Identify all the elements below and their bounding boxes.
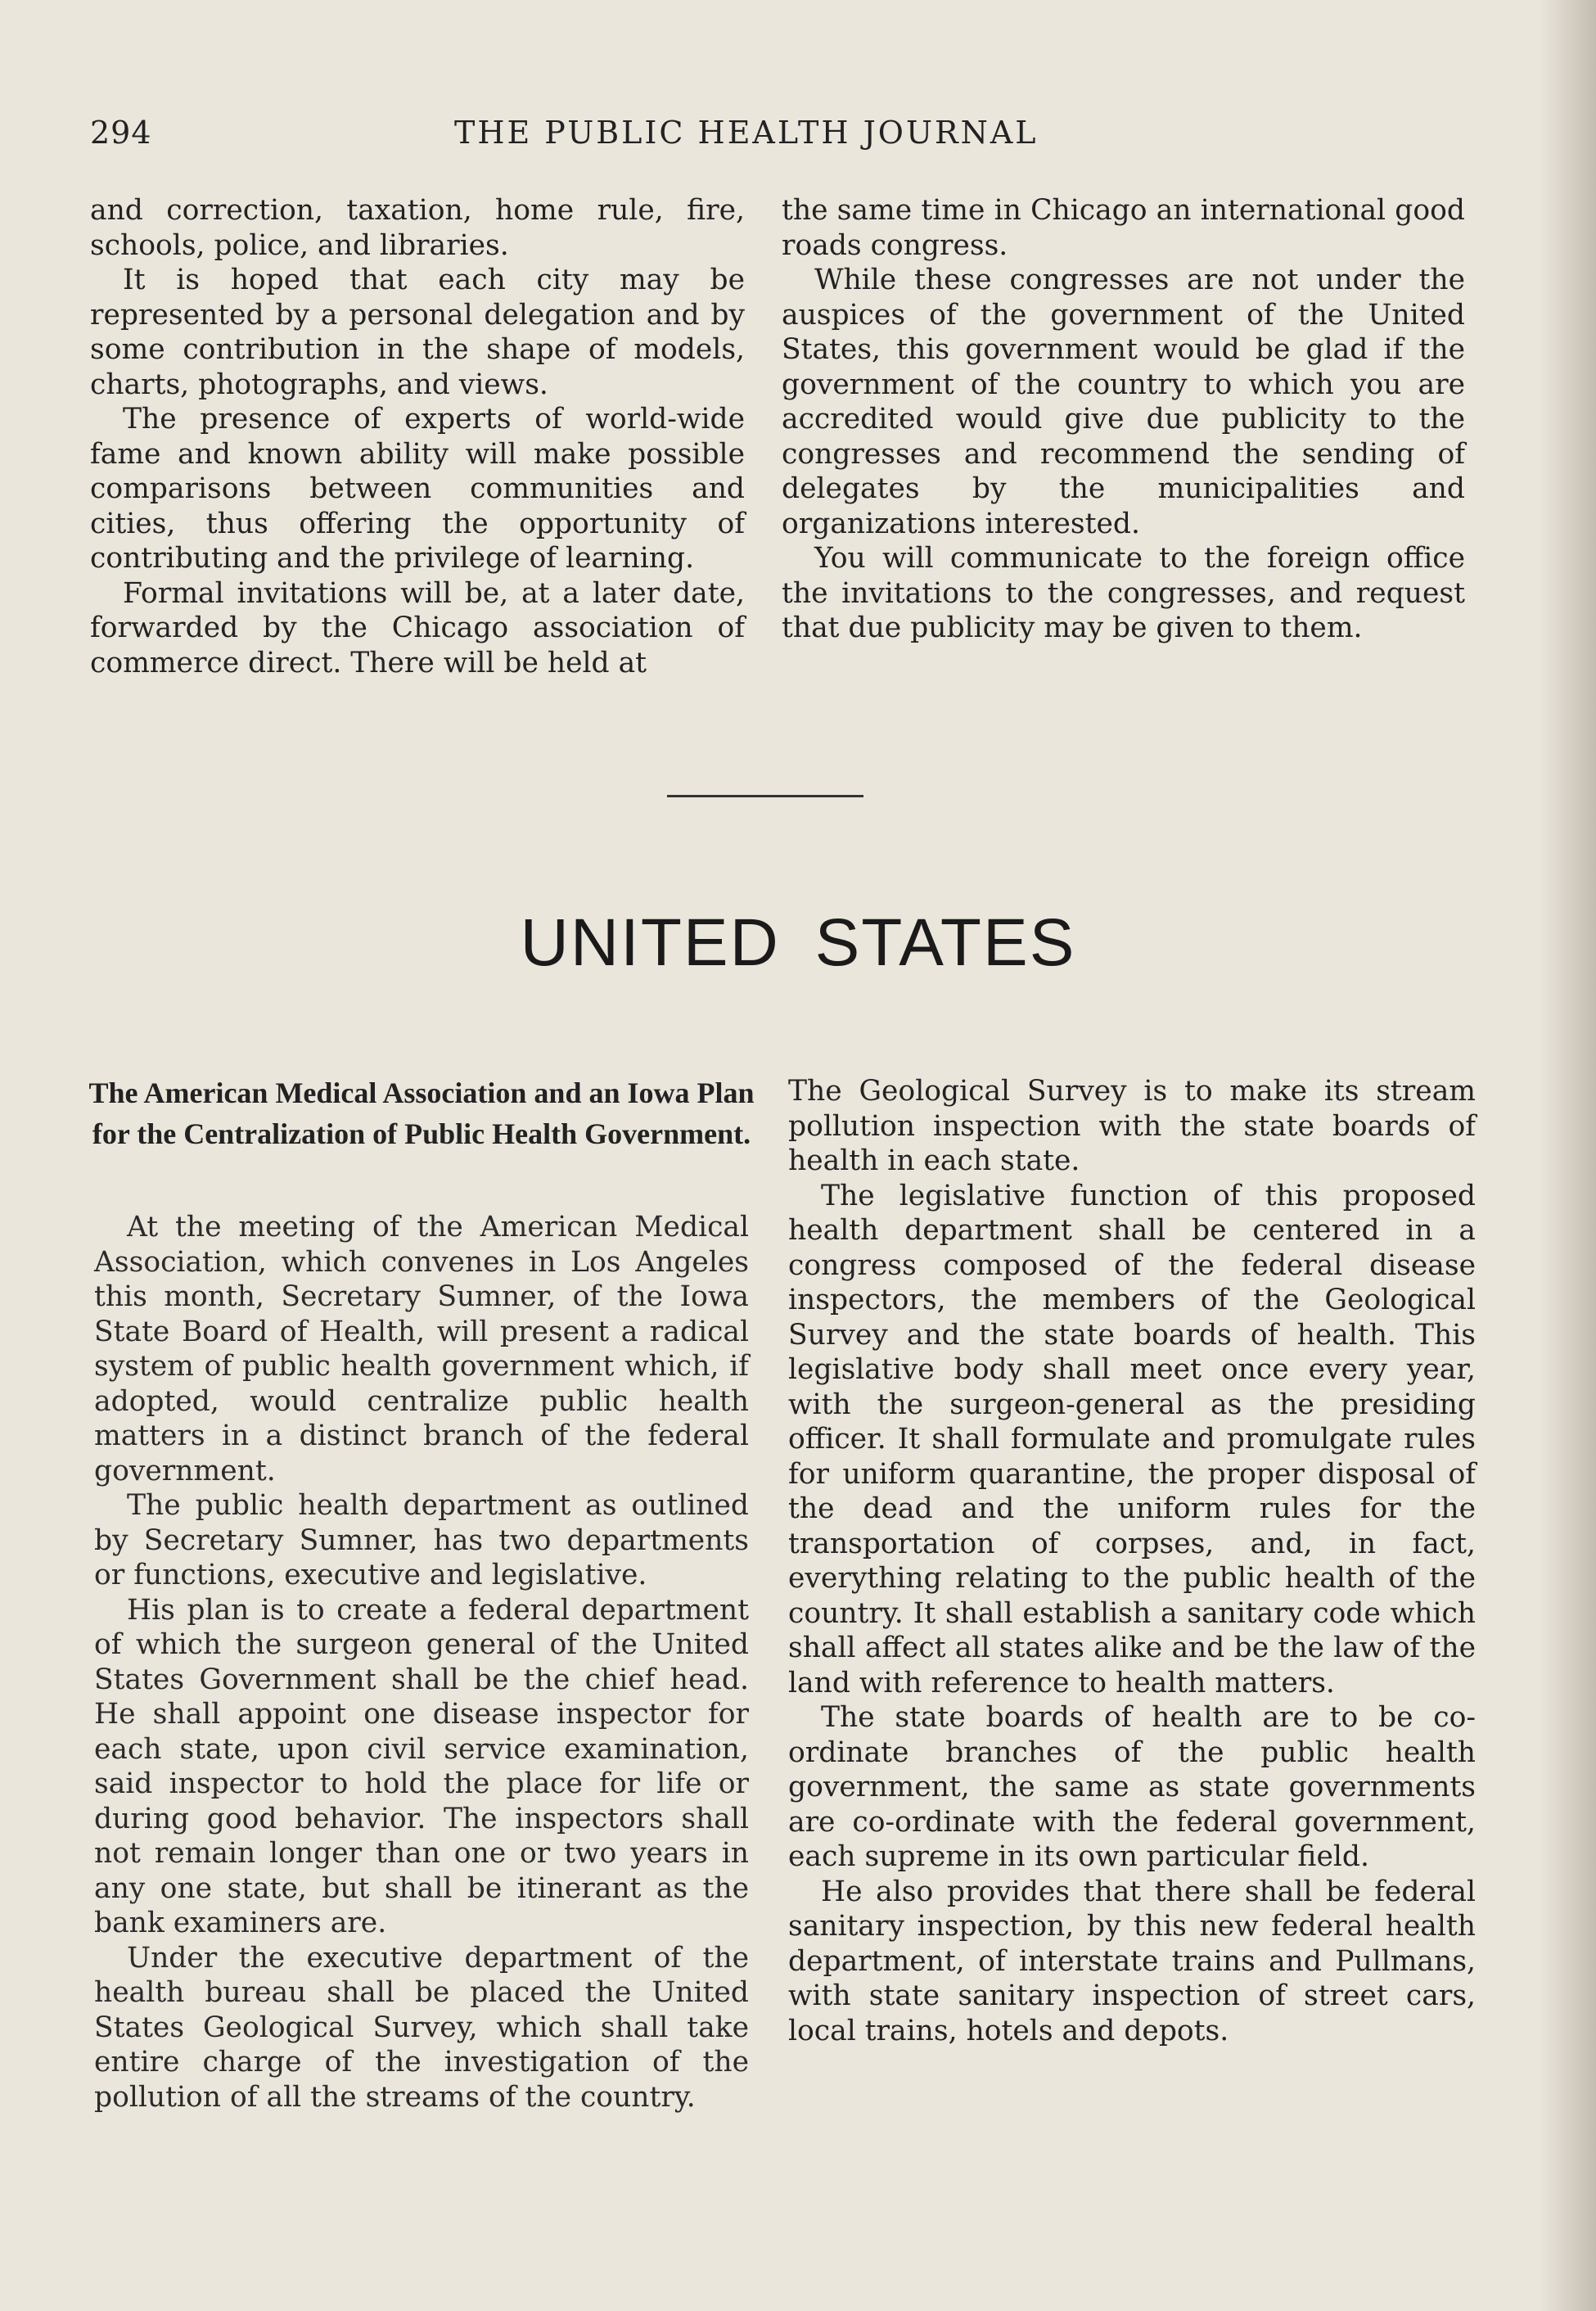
page-header [0,115,1596,164]
paragraph: His plan is to create a federal department of which the surgeon general of the United States Government shall be the chief head. He shall appoint one disease inspector for each state, upon civil service examination, said inspector to hold the place for life or during good behavior. The inspectors shall not remain longer than one or two years in any one state, but shall be itinerant as the bank examiners are. [94,1593,749,1939]
top-left-column [90,193,745,680]
paragraph: The presence of experts of world-wide fame and known ability will make possible comparisons between communities and cities, thus offering the opportunity of contributing and the privilege of learning. [90,403,745,575]
paragraph: At the meeting of the American Medical Association, which convenes in Los Angeles this month, Secretary Sumner, of the Iowa State Board of Health, will present a radical system of public health government which, if adopted, would centralize public health matters in a distinct branch of the federal government. [94,1211,749,1487]
top-right-column [782,193,1465,646]
running-head: THE PUBLIC HEALTH JOURNAL [454,115,1039,151]
paragraph: the same time in Chicago an international good roads congress. [782,194,1465,262]
paragraph: You will communicate to the foreign office the invitations to the congresses, and request that due publicity may be given to them. [782,542,1465,644]
article-left-column [94,1210,749,2115]
page-edge-shadow [1539,0,1596,2311]
section-title: UNITED STATES [520,905,1076,980]
paragraph: He also provides that there shall be federal sanitary inspection, by this new federal health department, of interstate trains and Pullmans, with state sanitary inspection of street cars, local trains, hotels and depots. [788,1875,1476,2047]
article-title: The American Medical Association and an Iowa Plan for the Centralization of Public Health Government. [88,1077,755,1150]
paragraph: The public health department as outlined by Secretary Sumner, has two departments or functions, executive and legislative. [94,1489,749,1591]
article-right-column [788,1074,1476,2048]
section-divider [667,795,863,797]
paragraph: The legislative function of this proposed health department shall be centered in a congress composed of the federal disease inspectors, the members of the Geological Survey and the state boards of health. This legislative body shall meet once every year, with the surgeon-general as the presiding officer. It shall formulate and promulgate rules for uniform quarantine, the proper disposal of the dead and the uniform rules for the transportation of corpses, and, in fact, everything relating to the public health of the country. It shall establish a sanitary code which shall affect all states alike and be the law of the land with reference to health matters. [788,1179,1476,1699]
paragraph: The Geological Survey is to make its stream pollution inspection with the state boards of health in each state. [788,1075,1476,1177]
paragraph: The state boards of health are to be co-ordinate branches of the public health government, the same as state governments are co-ordinate with the federal government, each supreme in its own particular field. [788,1701,1476,1873]
paragraph: and correction, taxation, home rule, fire, schools, police, and libraries. [90,194,745,262]
paragraph: Formal invitations will be, at a later date, forwarded by the Chicago association of commerce direct. There will be held at [90,576,745,679]
paragraph: While these congresses are not under the auspices of the government of the United States, this government would be glad if the government of the country to which you are accredited would give due publicity to the congresses and recommend the sending of delegates by the municipalities and organizations interested. [782,264,1465,540]
page-number: 294 [90,115,152,151]
paragraph: Under the executive department of the health bureau shall be placed the United States Geological Survey, which shall take entire charge of the investigation of the pollution of all the streams of the country. [94,1941,749,2114]
paragraph: It is hoped that each city may be represented by a personal delegation and by some contribution in the shape of models, charts, photographs, and views. [90,264,745,401]
